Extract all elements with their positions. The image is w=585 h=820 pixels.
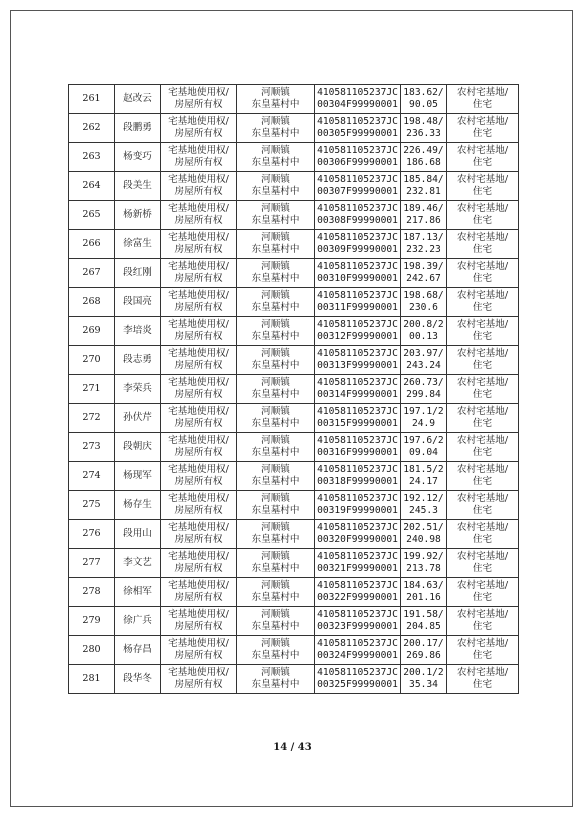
table-row <box>69 520 519 549</box>
cell-unit-code: 410581105237JC 00306F99990001 <box>315 143 401 172</box>
cell-location: 河顺镇 东皇墓村中 <box>237 636 315 665</box>
cell-unit-code: 410581105237JC 00311F99990001 <box>315 288 401 317</box>
cell-serial-number: 261 <box>69 85 115 114</box>
cell-location: 河顺镇 东皇墓村中 <box>237 346 315 375</box>
cell-usage: 农村宅基地/ 住宅 <box>447 433 519 462</box>
cell-area: 200.1/2 35.34 <box>401 665 447 694</box>
cell-serial-number: 279 <box>69 607 115 636</box>
cell-unit-code: 410581105237JC 00315F99990001 <box>315 404 401 433</box>
cell-owner-name: 赵改云 <box>115 85 161 114</box>
table-row <box>69 636 519 665</box>
cell-location: 河顺镇 东皇墓村中 <box>237 491 315 520</box>
cell-right-type: 宅基地使用权/ 房屋所有权 <box>161 375 237 404</box>
cell-right-type: 宅基地使用权/ 房屋所有权 <box>161 172 237 201</box>
cell-area: 203.97/ 243.24 <box>401 346 447 375</box>
cell-serial-number: 275 <box>69 491 115 520</box>
table-row <box>69 578 519 607</box>
cell-serial-number: 277 <box>69 549 115 578</box>
cell-unit-code: 410581105237JC 00324F99990001 <box>315 636 401 665</box>
table-row <box>69 433 519 462</box>
table-row <box>69 230 519 259</box>
cell-usage: 农村宅基地/ 住宅 <box>447 549 519 578</box>
cell-owner-name: 杨变巧 <box>115 143 161 172</box>
cell-owner-name: 李荣兵 <box>115 375 161 404</box>
cell-serial-number: 272 <box>69 404 115 433</box>
cell-location: 河顺镇 东皇墓村中 <box>237 259 315 288</box>
cell-area: 187.13/ 232.23 <box>401 230 447 259</box>
cell-area: 200.17/ 269.86 <box>401 636 447 665</box>
cell-usage: 农村宅基地/ 住宅 <box>447 288 519 317</box>
cell-serial-number: 269 <box>69 317 115 346</box>
cell-area: 197.6/2 09.04 <box>401 433 447 462</box>
cell-area: 202.51/ 240.98 <box>401 520 447 549</box>
cell-owner-name: 李培炎 <box>115 317 161 346</box>
page-number: 14 / 43 <box>273 742 312 753</box>
cell-serial-number: 266 <box>69 230 115 259</box>
cell-owner-name: 杨新桥 <box>115 201 161 230</box>
cell-owner-name: 杨存昌 <box>115 636 161 665</box>
cell-serial-number: 278 <box>69 578 115 607</box>
cell-location: 河顺镇 东皇墓村中 <box>237 317 315 346</box>
cell-location: 河顺镇 东皇墓村中 <box>237 85 315 114</box>
cell-usage: 农村宅基地/ 住宅 <box>447 230 519 259</box>
cell-usage: 农村宅基地/ 住宅 <box>447 520 519 549</box>
cell-location: 河顺镇 东皇墓村中 <box>237 404 315 433</box>
cell-owner-name: 徐富生 <box>115 230 161 259</box>
table-row <box>69 172 519 201</box>
cell-area: 192.12/ 245.3 <box>401 491 447 520</box>
cell-unit-code: 410581105237JC 00321F99990001 <box>315 549 401 578</box>
cell-location: 河顺镇 东皇墓村中 <box>237 143 315 172</box>
cell-usage: 农村宅基地/ 住宅 <box>447 462 519 491</box>
cell-serial-number: 270 <box>69 346 115 375</box>
cell-area: 197.1/2 24.9 <box>401 404 447 433</box>
cell-usage: 农村宅基地/ 住宅 <box>447 259 519 288</box>
table-row <box>69 85 519 114</box>
cell-right-type: 宅基地使用权/ 房屋所有权 <box>161 549 237 578</box>
cell-unit-code: 410581105237JC 00318F99990001 <box>315 462 401 491</box>
cell-area: 200.8/2 00.13 <box>401 317 447 346</box>
cell-unit-code: 410581105237JC 00310F99990001 <box>315 259 401 288</box>
cell-unit-code: 410581105237JC 00312F99990001 <box>315 317 401 346</box>
cell-right-type: 宅基地使用权/ 房屋所有权 <box>161 404 237 433</box>
table-row <box>69 549 519 578</box>
cell-area: 184.63/ 201.16 <box>401 578 447 607</box>
cell-area: 198.48/ 236.33 <box>401 114 447 143</box>
cell-usage: 农村宅基地/ 住宅 <box>447 578 519 607</box>
cell-owner-name: 段国亮 <box>115 288 161 317</box>
cell-owner-name: 段鹏勇 <box>115 114 161 143</box>
cell-usage: 农村宅基地/ 住宅 <box>447 143 519 172</box>
table-row <box>69 462 519 491</box>
cell-usage: 农村宅基地/ 住宅 <box>447 114 519 143</box>
cell-unit-code: 410581105237JC 00319F99990001 <box>315 491 401 520</box>
cell-owner-name: 段红刚 <box>115 259 161 288</box>
cell-area: 198.39/ 242.67 <box>401 259 447 288</box>
cell-right-type: 宅基地使用权/ 房屋所有权 <box>161 520 237 549</box>
cell-usage: 农村宅基地/ 住宅 <box>447 636 519 665</box>
cell-serial-number: 276 <box>69 520 115 549</box>
cell-unit-code: 410581105237JC 00314F99990001 <box>315 375 401 404</box>
table-row <box>69 665 519 694</box>
cell-unit-code: 410581105237JC 00322F99990001 <box>315 578 401 607</box>
cell-serial-number: 271 <box>69 375 115 404</box>
cell-location: 河顺镇 东皇墓村中 <box>237 462 315 491</box>
cell-owner-name: 杨现军 <box>115 462 161 491</box>
cell-unit-code: 410581105237JC 00323F99990001 <box>315 607 401 636</box>
cell-unit-code: 410581105237JC 00320F99990001 <box>315 520 401 549</box>
cell-serial-number: 281 <box>69 665 115 694</box>
cell-location: 河顺镇 东皇墓村中 <box>237 665 315 694</box>
cell-area: 199.92/ 213.78 <box>401 549 447 578</box>
cell-right-type: 宅基地使用权/ 房屋所有权 <box>161 491 237 520</box>
cell-location: 河顺镇 东皇墓村中 <box>237 288 315 317</box>
cell-location: 河顺镇 东皇墓村中 <box>237 433 315 462</box>
cell-owner-name: 段志勇 <box>115 346 161 375</box>
cell-area: 185.84/ 232.81 <box>401 172 447 201</box>
table-row <box>69 201 519 230</box>
cell-serial-number: 264 <box>69 172 115 201</box>
property-registry-table <box>68 84 519 694</box>
cell-right-type: 宅基地使用权/ 房屋所有权 <box>161 665 237 694</box>
cell-usage: 农村宅基地/ 住宅 <box>447 607 519 636</box>
cell-owner-name: 段朝庆 <box>115 433 161 462</box>
cell-right-type: 宅基地使用权/ 房屋所有权 <box>161 85 237 114</box>
table-row <box>69 346 519 375</box>
cell-owner-name: 徐相军 <box>115 578 161 607</box>
cell-location: 河顺镇 东皇墓村中 <box>237 520 315 549</box>
cell-right-type: 宅基地使用权/ 房屋所有权 <box>161 288 237 317</box>
cell-location: 河顺镇 东皇墓村中 <box>237 114 315 143</box>
table-row <box>69 114 519 143</box>
cell-unit-code: 410581105237JC 00309F99990001 <box>315 230 401 259</box>
cell-right-type: 宅基地使用权/ 房屋所有权 <box>161 201 237 230</box>
table-row <box>69 143 519 172</box>
cell-owner-name: 徐广兵 <box>115 607 161 636</box>
cell-location: 河顺镇 东皇墓村中 <box>237 578 315 607</box>
cell-owner-name: 李文艺 <box>115 549 161 578</box>
cell-owner-name: 段美生 <box>115 172 161 201</box>
cell-usage: 农村宅基地/ 住宅 <box>447 346 519 375</box>
cell-owner-name: 段用山 <box>115 520 161 549</box>
cell-unit-code: 410581105237JC 00308F99990001 <box>315 201 401 230</box>
cell-serial-number: 262 <box>69 114 115 143</box>
cell-right-type: 宅基地使用权/ 房屋所有权 <box>161 346 237 375</box>
cell-serial-number: 268 <box>69 288 115 317</box>
cell-usage: 农村宅基地/ 住宅 <box>447 404 519 433</box>
cell-right-type: 宅基地使用权/ 房屋所有权 <box>161 259 237 288</box>
cell-usage: 农村宅基地/ 住宅 <box>447 85 519 114</box>
cell-unit-code: 410581105237JC 00304F99990001 <box>315 85 401 114</box>
cell-right-type: 宅基地使用权/ 房屋所有权 <box>161 433 237 462</box>
cell-usage: 农村宅基地/ 住宅 <box>447 172 519 201</box>
cell-location: 河顺镇 东皇墓村中 <box>237 607 315 636</box>
cell-location: 河顺镇 东皇墓村中 <box>237 230 315 259</box>
cell-serial-number: 280 <box>69 636 115 665</box>
cell-area: 191.58/ 204.85 <box>401 607 447 636</box>
cell-location: 河顺镇 东皇墓村中 <box>237 549 315 578</box>
cell-serial-number: 263 <box>69 143 115 172</box>
cell-right-type: 宅基地使用权/ 房屋所有权 <box>161 143 237 172</box>
cell-serial-number: 273 <box>69 433 115 462</box>
cell-location: 河顺镇 东皇墓村中 <box>237 172 315 201</box>
cell-usage: 农村宅基地/ 住宅 <box>447 317 519 346</box>
cell-area: 189.46/ 217.86 <box>401 201 447 230</box>
cell-unit-code: 410581105237JC 00316F99990001 <box>315 433 401 462</box>
registry-table-body <box>69 85 519 694</box>
cell-location: 河顺镇 东皇墓村中 <box>237 201 315 230</box>
cell-area: 183.62/ 90.05 <box>401 85 447 114</box>
cell-area: 226.49/ 186.68 <box>401 143 447 172</box>
cell-area: 198.68/ 230.6 <box>401 288 447 317</box>
cell-usage: 农村宅基地/ 住宅 <box>447 491 519 520</box>
table-row <box>69 607 519 636</box>
table-row <box>69 404 519 433</box>
table-row <box>69 375 519 404</box>
table-row <box>69 288 519 317</box>
cell-usage: 农村宅基地/ 住宅 <box>447 375 519 404</box>
cell-unit-code: 410581105237JC 00313F99990001 <box>315 346 401 375</box>
cell-unit-code: 410581105237JC 00307F99990001 <box>315 172 401 201</box>
table-row <box>69 491 519 520</box>
cell-owner-name: 杨存生 <box>115 491 161 520</box>
cell-area: 260.73/ 299.84 <box>401 375 447 404</box>
cell-area: 181.5/2 24.17 <box>401 462 447 491</box>
cell-serial-number: 267 <box>69 259 115 288</box>
cell-right-type: 宅基地使用权/ 房屋所有权 <box>161 114 237 143</box>
cell-serial-number: 274 <box>69 462 115 491</box>
cell-right-type: 宅基地使用权/ 房屋所有权 <box>161 578 237 607</box>
cell-unit-code: 410581105237JC 00325F99990001 <box>315 665 401 694</box>
cell-owner-name: 孙伏芹 <box>115 404 161 433</box>
cell-right-type: 宅基地使用权/ 房屋所有权 <box>161 607 237 636</box>
table-row <box>69 259 519 288</box>
cell-owner-name: 段华冬 <box>115 665 161 694</box>
cell-location: 河顺镇 东皇墓村中 <box>237 375 315 404</box>
cell-serial-number: 265 <box>69 201 115 230</box>
cell-right-type: 宅基地使用权/ 房屋所有权 <box>161 230 237 259</box>
cell-usage: 农村宅基地/ 住宅 <box>447 665 519 694</box>
cell-right-type: 宅基地使用权/ 房屋所有权 <box>161 636 237 665</box>
table-row <box>69 317 519 346</box>
cell-right-type: 宅基地使用权/ 房屋所有权 <box>161 317 237 346</box>
cell-right-type: 宅基地使用权/ 房屋所有权 <box>161 462 237 491</box>
cell-unit-code: 410581105237JC 00305F99990001 <box>315 114 401 143</box>
cell-usage: 农村宅基地/ 住宅 <box>447 201 519 230</box>
